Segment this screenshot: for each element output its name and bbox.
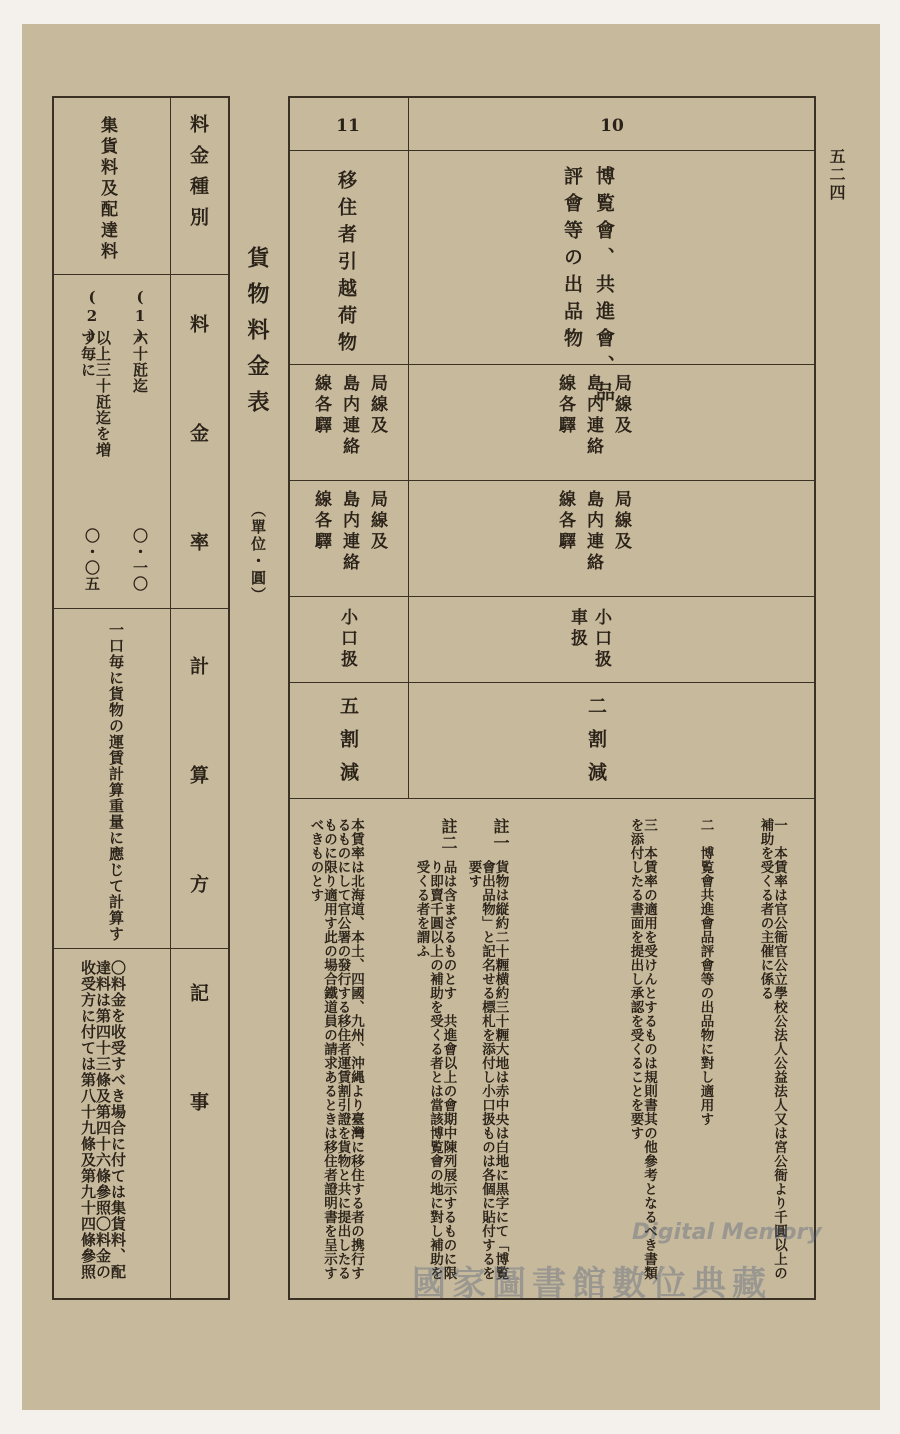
col11-handling: 小口扱 bbox=[337, 608, 357, 671]
note-3: 三 本賃率の適用を受けんとするものは規則書其の他參考となるべき書類を添付したる書面を提出し承認を受くることを要す bbox=[627, 818, 657, 1280]
book-page bbox=[22, 24, 880, 1410]
note-2: 二 博覧會共進會品評會等の出品物に對し適用す bbox=[697, 818, 714, 1126]
watermark-text: 國家圖書館數位典藏 bbox=[412, 1264, 772, 1304]
col11-number: 11 bbox=[336, 116, 360, 136]
caveat-1-label: 註一 bbox=[491, 818, 510, 851]
col11-route1-b: 島内連絡 bbox=[339, 374, 359, 458]
col10-number: 10 bbox=[600, 116, 624, 136]
col11-item: 移住者引越荷物 bbox=[335, 170, 357, 359]
rate-2-desc: 以上三十瓩迄を増す毎に bbox=[79, 330, 112, 458]
rate-1-desc: 六十瓩迄 bbox=[131, 330, 149, 394]
right-table bbox=[288, 96, 816, 1300]
col11-route1-a: 局線及 bbox=[367, 374, 387, 437]
col10-route2-a: 局線及 bbox=[611, 490, 631, 553]
col10-route1-c: 線各驛 bbox=[555, 374, 575, 437]
note-1: 一 本賃率は官公衙官公立學校公法人公益法人又は宮公衙より千圓以上の補助を受くる者の主催に係る bbox=[757, 818, 787, 1280]
header-kind: 料金種別 bbox=[187, 114, 209, 238]
header-rate: 料金率 bbox=[187, 314, 209, 641]
col11-discount: 五割減 bbox=[337, 696, 359, 795]
header-calc: 計算方記事 bbox=[187, 656, 209, 1201]
col10-route2-c: 線各驛 bbox=[555, 490, 575, 553]
note-11: 本賃率は北海道、本土、四國、九州、沖縄より臺灣に移住する者の携行するものにして官公署の發行する移住者運賃割引證を貨物と共に提出したるものに限り適用す此の場合鐵道員の請求あるときは移住者證明書を呈示すべきものとす bbox=[307, 818, 364, 1280]
col11-route2-c: 線各驛 bbox=[311, 490, 331, 553]
caveat-2: 品は含まざるものとす 共進會以上の會期中陳列展示するものに限り即賣千圓以上の補助を受くる者とは當該博覧會の地に對し補助を受くる者を謂ふ bbox=[413, 860, 457, 1280]
col11-route2-b: 島内連絡 bbox=[339, 490, 359, 574]
col10-route1-b: 島内連絡 bbox=[583, 374, 603, 458]
unit-label: （單位・圓） bbox=[249, 502, 267, 604]
col10-discount: 二割減 bbox=[585, 696, 607, 795]
col11-route1-c: 線各驛 bbox=[311, 374, 331, 437]
rate-2-label: (2) bbox=[83, 288, 101, 345]
caveat-2-label: 註二 bbox=[439, 818, 458, 851]
caveat-1: 貨物は縦約二十糎横約三十糎大地は赤中央は白地に黒字にて「博覧會出品物」と記名せる標札を添付し小口扱ものは各個に貼付するを要す bbox=[465, 860, 509, 1280]
calc-note: 一口毎に貨物の運賃計算重量に應じて計算す bbox=[107, 622, 125, 942]
col10-item-line1: 博覧會、共進會、品 bbox=[593, 166, 615, 409]
rate-1-value: 〇・一〇 bbox=[131, 528, 149, 592]
page-title: 貨物料金表 bbox=[244, 246, 270, 426]
col10-handling-car: 車扱 bbox=[567, 608, 587, 650]
col10-route1-a: 局線及 bbox=[611, 374, 631, 437]
col10-route2-b: 島内連絡 bbox=[583, 490, 603, 574]
remark: 〇料金を收受すべき場合に付ては集貨料、配達料は第四十三條及第四十六條參照〇料金の收受方に付ては第八十九條及第九十四條參照 bbox=[79, 960, 127, 1280]
col10-item-line2: 評會等の出品物 bbox=[561, 166, 583, 355]
col11-route2-a: 局線及 bbox=[367, 490, 387, 553]
page-number: 五二四 bbox=[827, 148, 846, 202]
rate-1-label: (1) bbox=[131, 288, 149, 345]
col10-handling-small: 小口扱 bbox=[591, 608, 611, 671]
watermark-subtext: Digital Memory bbox=[632, 1220, 822, 1245]
kind-value: 集貨料及配達料 bbox=[97, 116, 117, 263]
rate-2-value: 〇・〇五 bbox=[83, 528, 101, 592]
